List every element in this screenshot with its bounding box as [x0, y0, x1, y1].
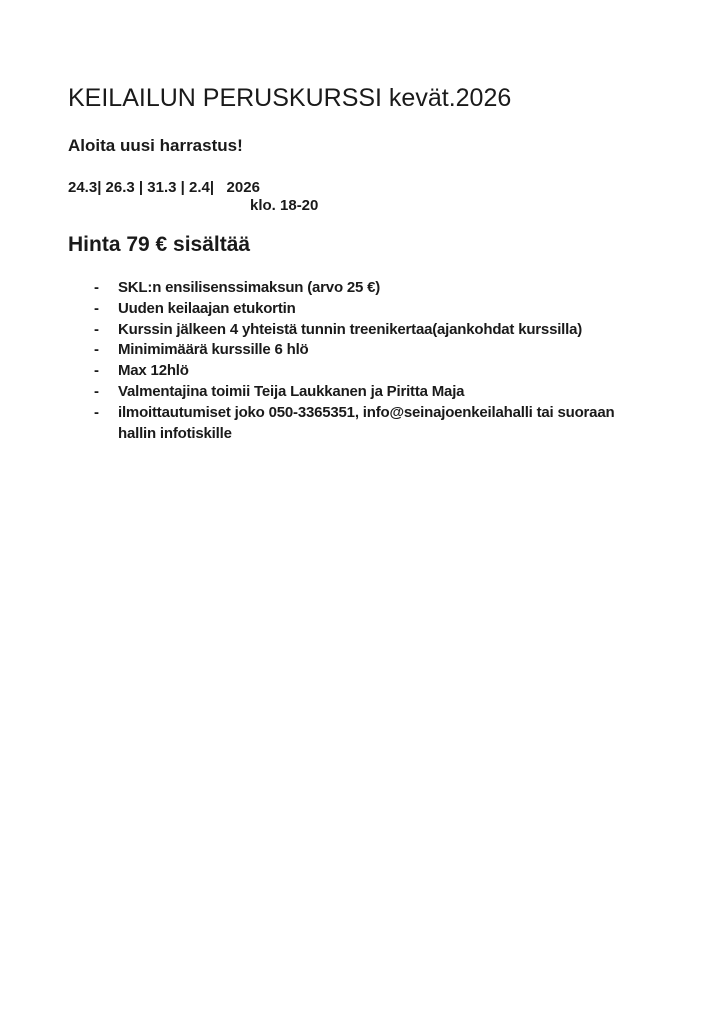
- bullet-marker: -: [94, 403, 99, 421]
- course-dates: 24.3| 26.3 | 31.3 | 2.4| 2026: [68, 179, 260, 196]
- bullet-marker: -: [94, 341, 99, 359]
- bullet-text: Uuden keilaajan etukortin: [118, 299, 296, 317]
- list-item: [68, 320, 668, 341]
- schedule-block: [68, 179, 668, 215]
- list-item: [68, 278, 668, 299]
- subtitle: Aloita uusi harrastus!: [68, 136, 243, 155]
- bullet-text: Kurssin jälkeen 4 yhteistä tunnin treenikertaa(ajankohdat kurssilla): [118, 320, 583, 338]
- bullet-text: Valmentajina toimii Teija Laukkanen ja Piritta Maja: [118, 382, 465, 400]
- price-heading: Hinta 79 € sisältää: [68, 233, 251, 256]
- list-item: [68, 361, 668, 382]
- bullet-marker: -: [94, 362, 99, 380]
- benefits-list: [68, 278, 668, 444]
- document-content: [0, 0, 724, 444]
- bullet-marker: -: [94, 279, 99, 296]
- bullet-text: ilmoittautumiset joko 050-3365351, info@seinajoenkeilahalli tai suoraan hallin infotiskille: [118, 403, 615, 442]
- bullet-marker: -: [94, 320, 99, 338]
- bullet-text: Minimimäärä kurssille 6 hlö: [118, 341, 309, 359]
- bullet-marker: -: [94, 382, 99, 400]
- list-item: [68, 340, 668, 361]
- course-time: klo. 18-20: [250, 197, 319, 214]
- page-title: KEILAILUN PERUSKURSSI kevät.2026: [68, 84, 512, 112]
- bullet-text: SKL:n ensilisenssimaksun (arvo 25 €): [118, 279, 381, 296]
- bullet-text: Max 12hlö: [118, 362, 189, 380]
- list-item: [68, 403, 668, 445]
- list-item: [68, 382, 668, 403]
- list-item: [68, 299, 668, 320]
- bullet-marker: -: [94, 299, 99, 317]
